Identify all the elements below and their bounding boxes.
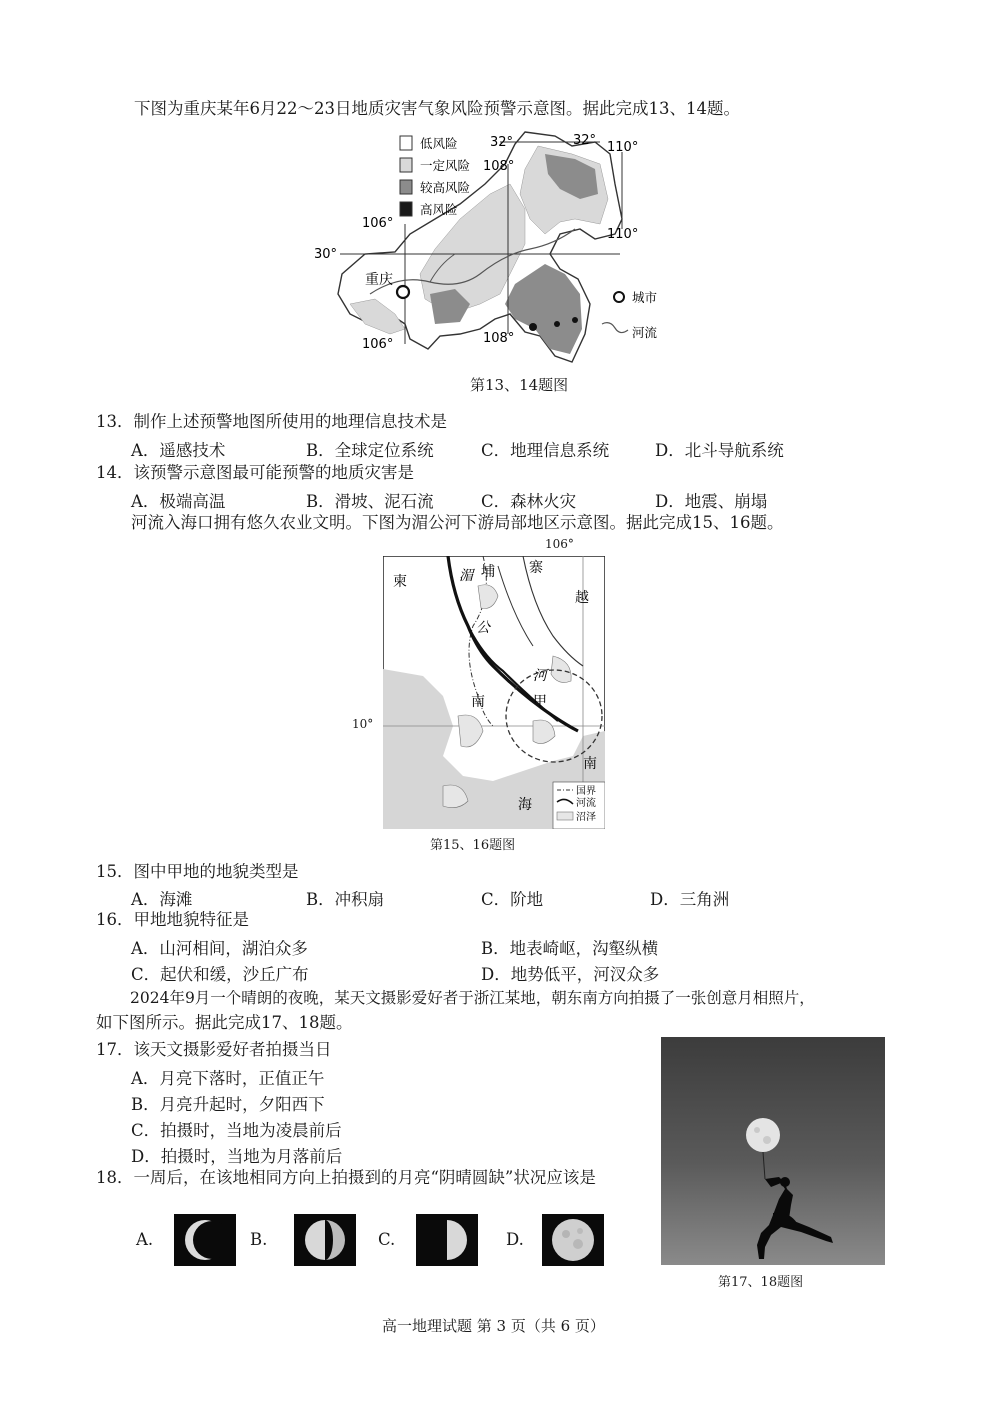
lon-110-bottom: 110°	[607, 227, 639, 242]
intro-13-14: 下图为重庆某年6月22～23日地质灾害气象风险预警示意图。据此完成13、14题。	[134, 99, 740, 118]
q18-option-b-label[interactable]: B.	[250, 1230, 268, 1249]
map2-lon-106: 106°	[545, 537, 574, 551]
q13-option-b[interactable]: B．全球定位系统	[306, 441, 434, 460]
label-mekong-3: 河	[533, 668, 547, 684]
lon-106-top: 106°	[362, 216, 394, 231]
q16-stem: 16．甲地地貌特征是	[96, 910, 249, 929]
lat-32-left: 32°	[490, 135, 514, 150]
lon-106-bottom: 106°	[362, 337, 394, 352]
label-cambodia-3: 寨	[529, 560, 543, 576]
q17-option-d[interactable]: D．拍摄时，当地为月落前后	[131, 1147, 343, 1166]
legend-higher-risk: 较高风险	[420, 180, 471, 195]
q15-option-b[interactable]: B．冲积扇	[306, 890, 385, 909]
moon-gibbous-option-c[interactable]	[416, 1214, 478, 1266]
intro-17-18-line1: 2024年9月一个晴朗的夜晚，某天文摄影爱好者于浙江某地，朝东南方向拍摄了一张创意月相照片，	[130, 989, 815, 1007]
legend-river2: 河流	[576, 798, 596, 809]
full-moon-icon	[542, 1214, 604, 1266]
q18-option-d-label[interactable]: D.	[506, 1230, 524, 1249]
lon-108-bottom: 108°	[483, 331, 515, 346]
legend-river: 河流	[632, 325, 658, 340]
q15-stem: 15．图中甲地的地貌类型是	[96, 862, 299, 881]
moon-first-quarter-option-b[interactable]	[294, 1214, 356, 1266]
q16-option-d[interactable]: D．地势低平，河汊众多	[481, 965, 660, 984]
mekong-delta-map	[383, 556, 605, 829]
half-moon-right-icon	[416, 1214, 478, 1266]
legend-moderate-risk: 一定风险	[420, 158, 471, 173]
map2-lat-10: 10°	[352, 717, 374, 731]
lon-108-top: 108°	[483, 159, 515, 174]
intro-15-16: 河流入海口拥有悠久农业文明。下图为湄公河下游局部地区示意图。据此完成15、16题。	[131, 513, 784, 532]
lat-30: 30°	[314, 247, 338, 262]
label-mekong-2: 公	[476, 620, 490, 636]
q18-option-a-label[interactable]: A.	[136, 1230, 154, 1249]
chongqing-label: 重庆	[365, 272, 393, 288]
q16-option-b[interactable]: B．地表崎岖，沟壑纵横	[481, 939, 659, 958]
page-footer: 高一地理试题 第 3 页（共 6 页）	[382, 1317, 605, 1335]
q13-option-a[interactable]: A．遥感技术	[131, 441, 226, 460]
label-vietnam-1: 越	[575, 590, 589, 606]
legend-marsh: 沼泽	[576, 812, 596, 823]
q13-stem: 13．制作上述预警地图所使用的地理信息技术是	[96, 412, 447, 431]
legend-low-risk: 低风险	[420, 136, 458, 151]
q14-stem: 14．该预警示意图最可能预警的地质灾害是	[96, 463, 414, 482]
q18-stem: 18．一周后，在该地相同方向上拍摄到的月亮“阴晴圆缺”状况应该是	[96, 1168, 596, 1187]
moon-waning-crescent-option-a[interactable]	[174, 1214, 236, 1266]
q14-option-c[interactable]: C．森林火灾	[481, 492, 577, 511]
q15-option-d[interactable]: D．三角洲	[650, 890, 730, 909]
q14-option-b[interactable]: B．滑坡、泥石流	[306, 492, 434, 511]
q17-option-b[interactable]: B．月亮升起时，夕阳西下	[131, 1095, 325, 1114]
q14-option-a[interactable]: A．极端高温	[131, 492, 226, 511]
moon-balloon-photo	[661, 1037, 885, 1265]
map2-caption: 第15、16题图	[430, 838, 516, 853]
photo-caption: 第17、18题图	[718, 1275, 804, 1290]
intro-17-18-line2: 如下图所示。据此完成17、18题。	[96, 1013, 353, 1032]
q13-option-d[interactable]: D．北斗导航系统	[655, 441, 784, 460]
q13-option-c[interactable]: C．地理信息系统	[481, 441, 610, 460]
q16-option-a[interactable]: A．山河相间，湖泊众多	[131, 939, 308, 958]
label-south: 南	[471, 694, 485, 710]
label-sea: 海	[518, 797, 532, 813]
q17-stem: 17．该天文摄影爱好者拍摄当日	[96, 1040, 332, 1059]
q14-option-d[interactable]: D．地震、崩塌	[655, 492, 768, 511]
legend-border: 国界	[576, 786, 596, 797]
silhouette-dancer-icon	[661, 1037, 885, 1265]
q17-option-a[interactable]: A．月亮下落时，正值正午	[131, 1069, 325, 1088]
legend-city: 城市	[632, 290, 658, 305]
legend-high-risk: 高风险	[420, 202, 458, 217]
q15-option-a[interactable]: A．海滩	[131, 890, 193, 909]
q16-option-c[interactable]: C．起伏和缓，沙丘广布	[131, 965, 309, 984]
label-cambodia-1: 柬	[393, 574, 407, 590]
label-mekong-1: 湄	[459, 568, 473, 584]
q18-option-c-label[interactable]: C.	[378, 1230, 396, 1249]
moon-full-option-d[interactable]	[542, 1214, 604, 1266]
q17-option-c[interactable]: C．拍摄时，当地为凌晨前后	[131, 1121, 342, 1140]
label-cambodia-2: 埔	[481, 564, 495, 580]
crescent-moon-icon	[174, 1214, 236, 1266]
chongqing-risk-map	[310, 124, 675, 372]
map1-caption: 第13、14题图	[470, 376, 569, 394]
label-vietnam-2: 南	[583, 756, 597, 772]
label-jia: 甲	[533, 694, 547, 710]
lon-110-top: 110°	[607, 140, 639, 155]
lat-32-right: 32°	[573, 133, 597, 148]
half-moon-left-icon	[294, 1214, 356, 1266]
q15-option-c[interactable]: C．阶地	[481, 890, 544, 909]
